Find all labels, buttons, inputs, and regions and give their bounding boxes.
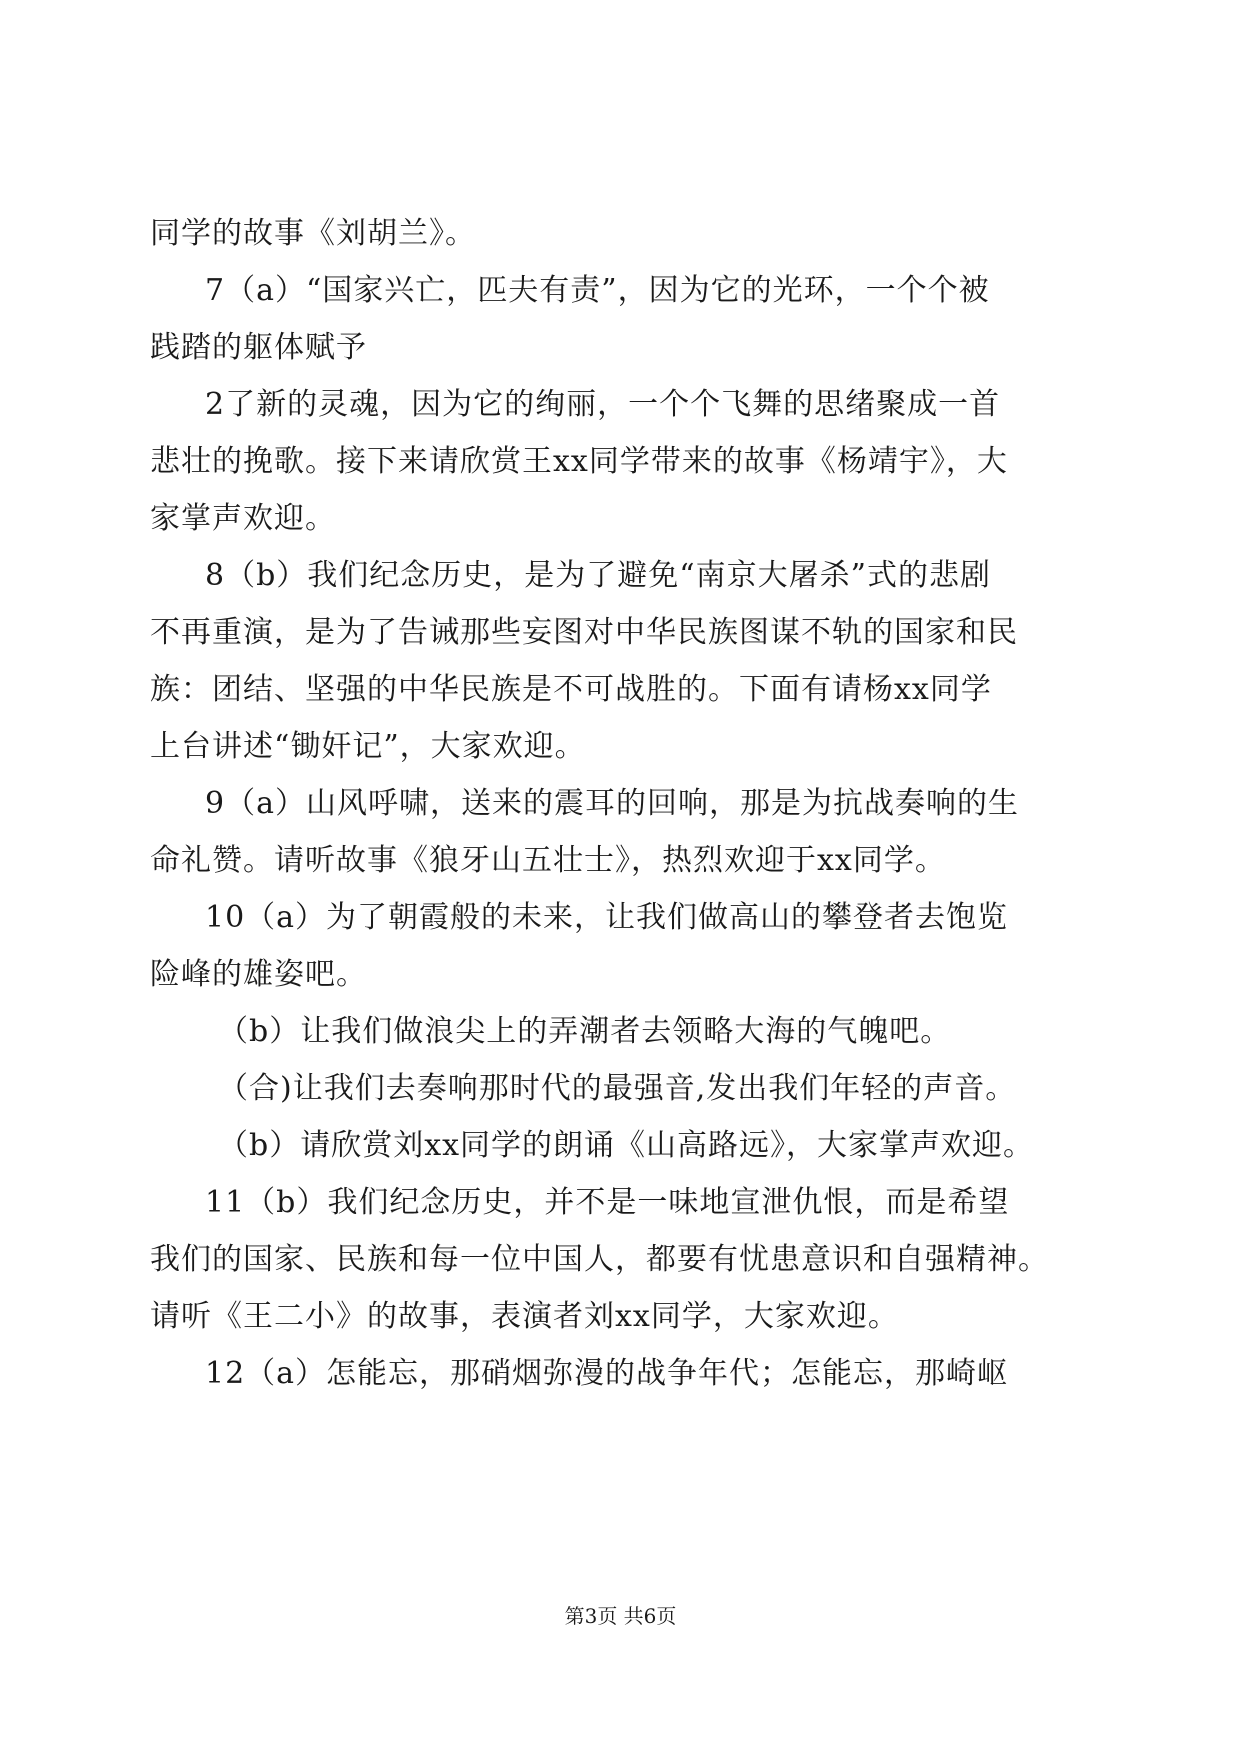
text-line: 不再重演，是为了告诫那些妄图对中华民族图谋不轨的国家和民: [150, 615, 1018, 650]
text-line: 10（a）为了朝霞般的未来，让我们做高山的攀登者去饱览: [205, 900, 1009, 935]
text-line: 2了新的灵魂，因为它的绚丽，一个个飞舞的思绪聚成一首: [205, 387, 1001, 422]
text-line: 族：团结、坚强的中华民族是不可战胜的。下面有请杨xx同学: [150, 672, 992, 707]
text-line: 7（a）“国家兴亡，匹夫有责”，因为它的光环，一个个被: [205, 273, 990, 308]
text-line: （合)让我们去奏响那时代的最强音,发出我们年轻的声音。: [218, 1071, 1017, 1106]
text-line: （b）请欣赏刘xx同学的朗诵《山高路远》，大家掌声欢迎。: [218, 1128, 1035, 1163]
text-line: 命礼赞。请听故事《狼牙山五壮士》，热烈欢迎于xx同学。: [150, 843, 946, 878]
text-line: 险峰的雄姿吧。: [150, 957, 367, 992]
text-line: （b）让我们做浪尖上的弄潮者去领略大海的气魄吧。: [218, 1014, 952, 1049]
text-line: 践踏的躯体赋予: [150, 330, 367, 365]
text-line: 9（a）山风呼啸，送来的震耳的回响，那是为抗战奏响的生: [205, 786, 1019, 821]
text-line: 上台讲述“锄奸记”，大家欢迎。: [150, 729, 586, 764]
page-footer: 第3页 共6页: [564, 1604, 677, 1628]
text-line: 请听《王二小》的故事，表演者刘xx同学，大家欢迎。: [150, 1299, 899, 1334]
text-line: 家掌声欢迎。: [150, 501, 336, 536]
text-line: 同学的故事《刘胡兰》。: [150, 216, 476, 251]
text-line: 我们的国家、民族和每一位中国人，都要有忧患意识和自强精神。: [150, 1242, 1049, 1277]
text-line: 11（b）我们纪念历史，并不是一味地宣泄仇恨，而是希望: [205, 1185, 1010, 1220]
text-line: 12（a）怎能忘，那硝烟弥漫的战争年代；怎能忘，那崎岖: [205, 1356, 1009, 1391]
text-line: 悲壮的挽歌。接下来请欣赏王xx同学带来的故事《杨靖宇》，大: [150, 444, 1008, 479]
text-line: 8（b）我们纪念历史，是为了避免“南京大屠杀”式的悲剧: [205, 558, 991, 593]
